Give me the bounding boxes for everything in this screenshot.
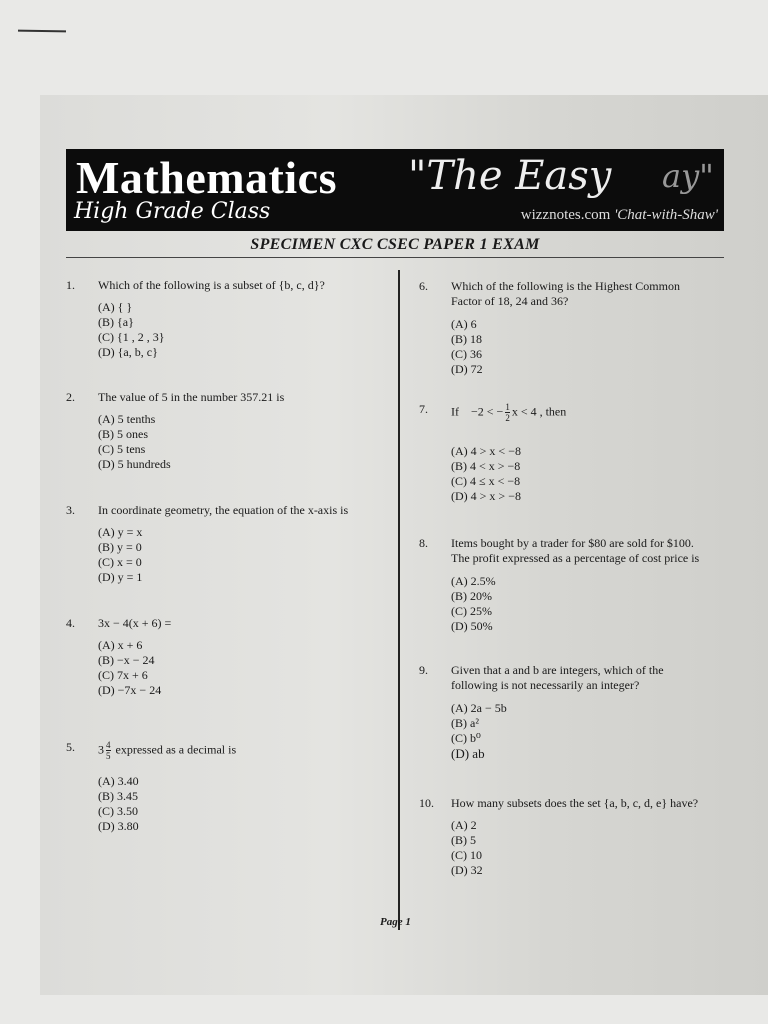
- banner-subtitle: "The Easy: [408, 153, 612, 199]
- option: (A) 5 tenths: [98, 412, 156, 426]
- option: (D) 4 > x > −8: [451, 489, 521, 503]
- options-list: [98, 638, 161, 698]
- options-list: [451, 317, 483, 377]
- option: (A) 2a − 5b: [451, 701, 507, 715]
- question-number: 10.: [419, 796, 434, 810]
- fraction-numerator: 1: [505, 402, 510, 412]
- option: (C) 7x + 6: [98, 668, 148, 682]
- option: (B) −x − 24: [98, 653, 155, 667]
- question-text-rest: expressed as a decimal is: [115, 742, 237, 757]
- options-list: [451, 818, 483, 878]
- site-url: wizznotes.com: [520, 207, 611, 223]
- option: (D) y = 1: [98, 570, 143, 584]
- question-number: 1.: [66, 278, 75, 292]
- inequality-left: −2 < −: [471, 404, 504, 419]
- question-text: Items bought by a trader for $80 are sold for $100.: [451, 536, 694, 550]
- option: (A) y = x: [98, 525, 143, 539]
- option: (C) {1 , 2 , 3}: [98, 330, 165, 344]
- option: (B) {a}: [98, 315, 134, 329]
- options-list: [98, 525, 142, 585]
- option: (A) x + 6: [98, 638, 143, 652]
- option: (C) 10: [451, 848, 482, 862]
- fraction: [505, 402, 510, 423]
- question-text: [98, 740, 236, 761]
- banner-site: [521, 207, 718, 224]
- fraction-denominator: 2: [505, 413, 510, 423]
- exam-heading: SPECIMEN CXC CSEC PAPER 1 EXAM: [250, 236, 540, 253]
- option: (D) 3.80: [98, 819, 139, 833]
- options-list: [451, 701, 507, 761]
- option: (C) b⁰: [451, 731, 481, 745]
- question-text-line2: Factor of 18, 24 and 36?: [451, 294, 569, 308]
- question-text: [451, 402, 566, 423]
- option: (A) 3.40: [98, 774, 139, 788]
- question-number: 9.: [419, 663, 428, 677]
- fraction-denominator: 5: [106, 751, 111, 761]
- site-tagline: 'Chat-with-Shaw': [614, 207, 718, 223]
- option: (C) 4 ≤ x < −8: [451, 474, 521, 488]
- option: (D) ab: [451, 746, 485, 761]
- option: (B) 5: [451, 833, 476, 847]
- fraction-numerator: 4: [106, 740, 111, 750]
- banner-grade: High Grade Class: [74, 199, 271, 224]
- question-number: 4.: [66, 616, 75, 630]
- question-text: 3x − 4(x + 6) =: [98, 616, 172, 630]
- option: (A) 4 > x < −8: [451, 444, 521, 458]
- fraction: [106, 740, 111, 761]
- question-number: 5.: [66, 740, 75, 754]
- option: (B) 5 ones: [98, 427, 148, 441]
- option: (A) 6: [451, 317, 477, 331]
- heading-rule: [66, 257, 724, 258]
- option: (D) 72: [451, 362, 483, 376]
- question-text-if: If: [451, 404, 459, 419]
- option: (C) 36: [451, 347, 482, 361]
- option: (C) x = 0: [98, 555, 142, 569]
- options-list: [451, 444, 521, 504]
- question-number: 7.: [419, 402, 428, 416]
- question-number: 2.: [66, 390, 75, 404]
- option: (B) a²: [451, 716, 479, 730]
- question-text-line2: following is not necessarily an integer?: [451, 678, 640, 692]
- option: (A) 2.5%: [451, 574, 496, 588]
- option: (B) y = 0: [98, 540, 142, 554]
- question-text: In coordinate geometry, the equation of the x-axis is: [98, 503, 349, 517]
- option: (C) 5 tens: [98, 442, 146, 456]
- question-number: 8.: [419, 536, 428, 550]
- option: (A) { }: [98, 300, 133, 314]
- question-text: Which of the following is a subset of {b, c, d}?: [98, 278, 325, 292]
- question-text: Given that a and b are integers, which of the: [451, 663, 664, 677]
- question-text: How many subsets does the set {a, b, c, d, e} have?: [451, 796, 699, 810]
- question-text: The value of 5 in the number 357.21 is: [98, 390, 285, 404]
- inequality-right: x < 4 , then: [511, 404, 567, 419]
- option: (C) 25%: [451, 604, 492, 618]
- option: (B) 20%: [451, 589, 492, 603]
- option: (D) 32: [451, 863, 483, 877]
- options-list: [98, 774, 139, 834]
- banner-title: Mathematics: [76, 152, 337, 203]
- page-number: Page 1: [380, 916, 411, 928]
- option: (D) 50%: [451, 619, 493, 633]
- options-list: [98, 300, 165, 360]
- option: (A) 2: [451, 818, 477, 832]
- option: (D) −7x − 24: [98, 683, 162, 697]
- option: (C) 3.50: [98, 804, 138, 818]
- banner-subtitle-faded: ay": [662, 157, 714, 195]
- options-list: [98, 412, 171, 472]
- options-list: [451, 574, 496, 634]
- option: (D) 5 hundreds: [98, 457, 171, 471]
- option: (B) 4 < x > −8: [451, 459, 521, 473]
- option: (B) 18: [451, 332, 482, 346]
- option: (B) 3.45: [98, 789, 138, 803]
- column-divider: [398, 270, 400, 930]
- question-number: 3.: [66, 503, 75, 517]
- question-text: Which of the following is the Highest Common: [451, 279, 680, 293]
- header-banner: [66, 149, 724, 231]
- scan-mark: [18, 30, 66, 33]
- mixed-number-whole: 3: [98, 742, 104, 757]
- question-text-line2: The profit expressed as a percentage of cost price is: [451, 551, 700, 565]
- question-number: 6.: [419, 279, 428, 293]
- option: (D) {a, b, c}: [98, 345, 158, 359]
